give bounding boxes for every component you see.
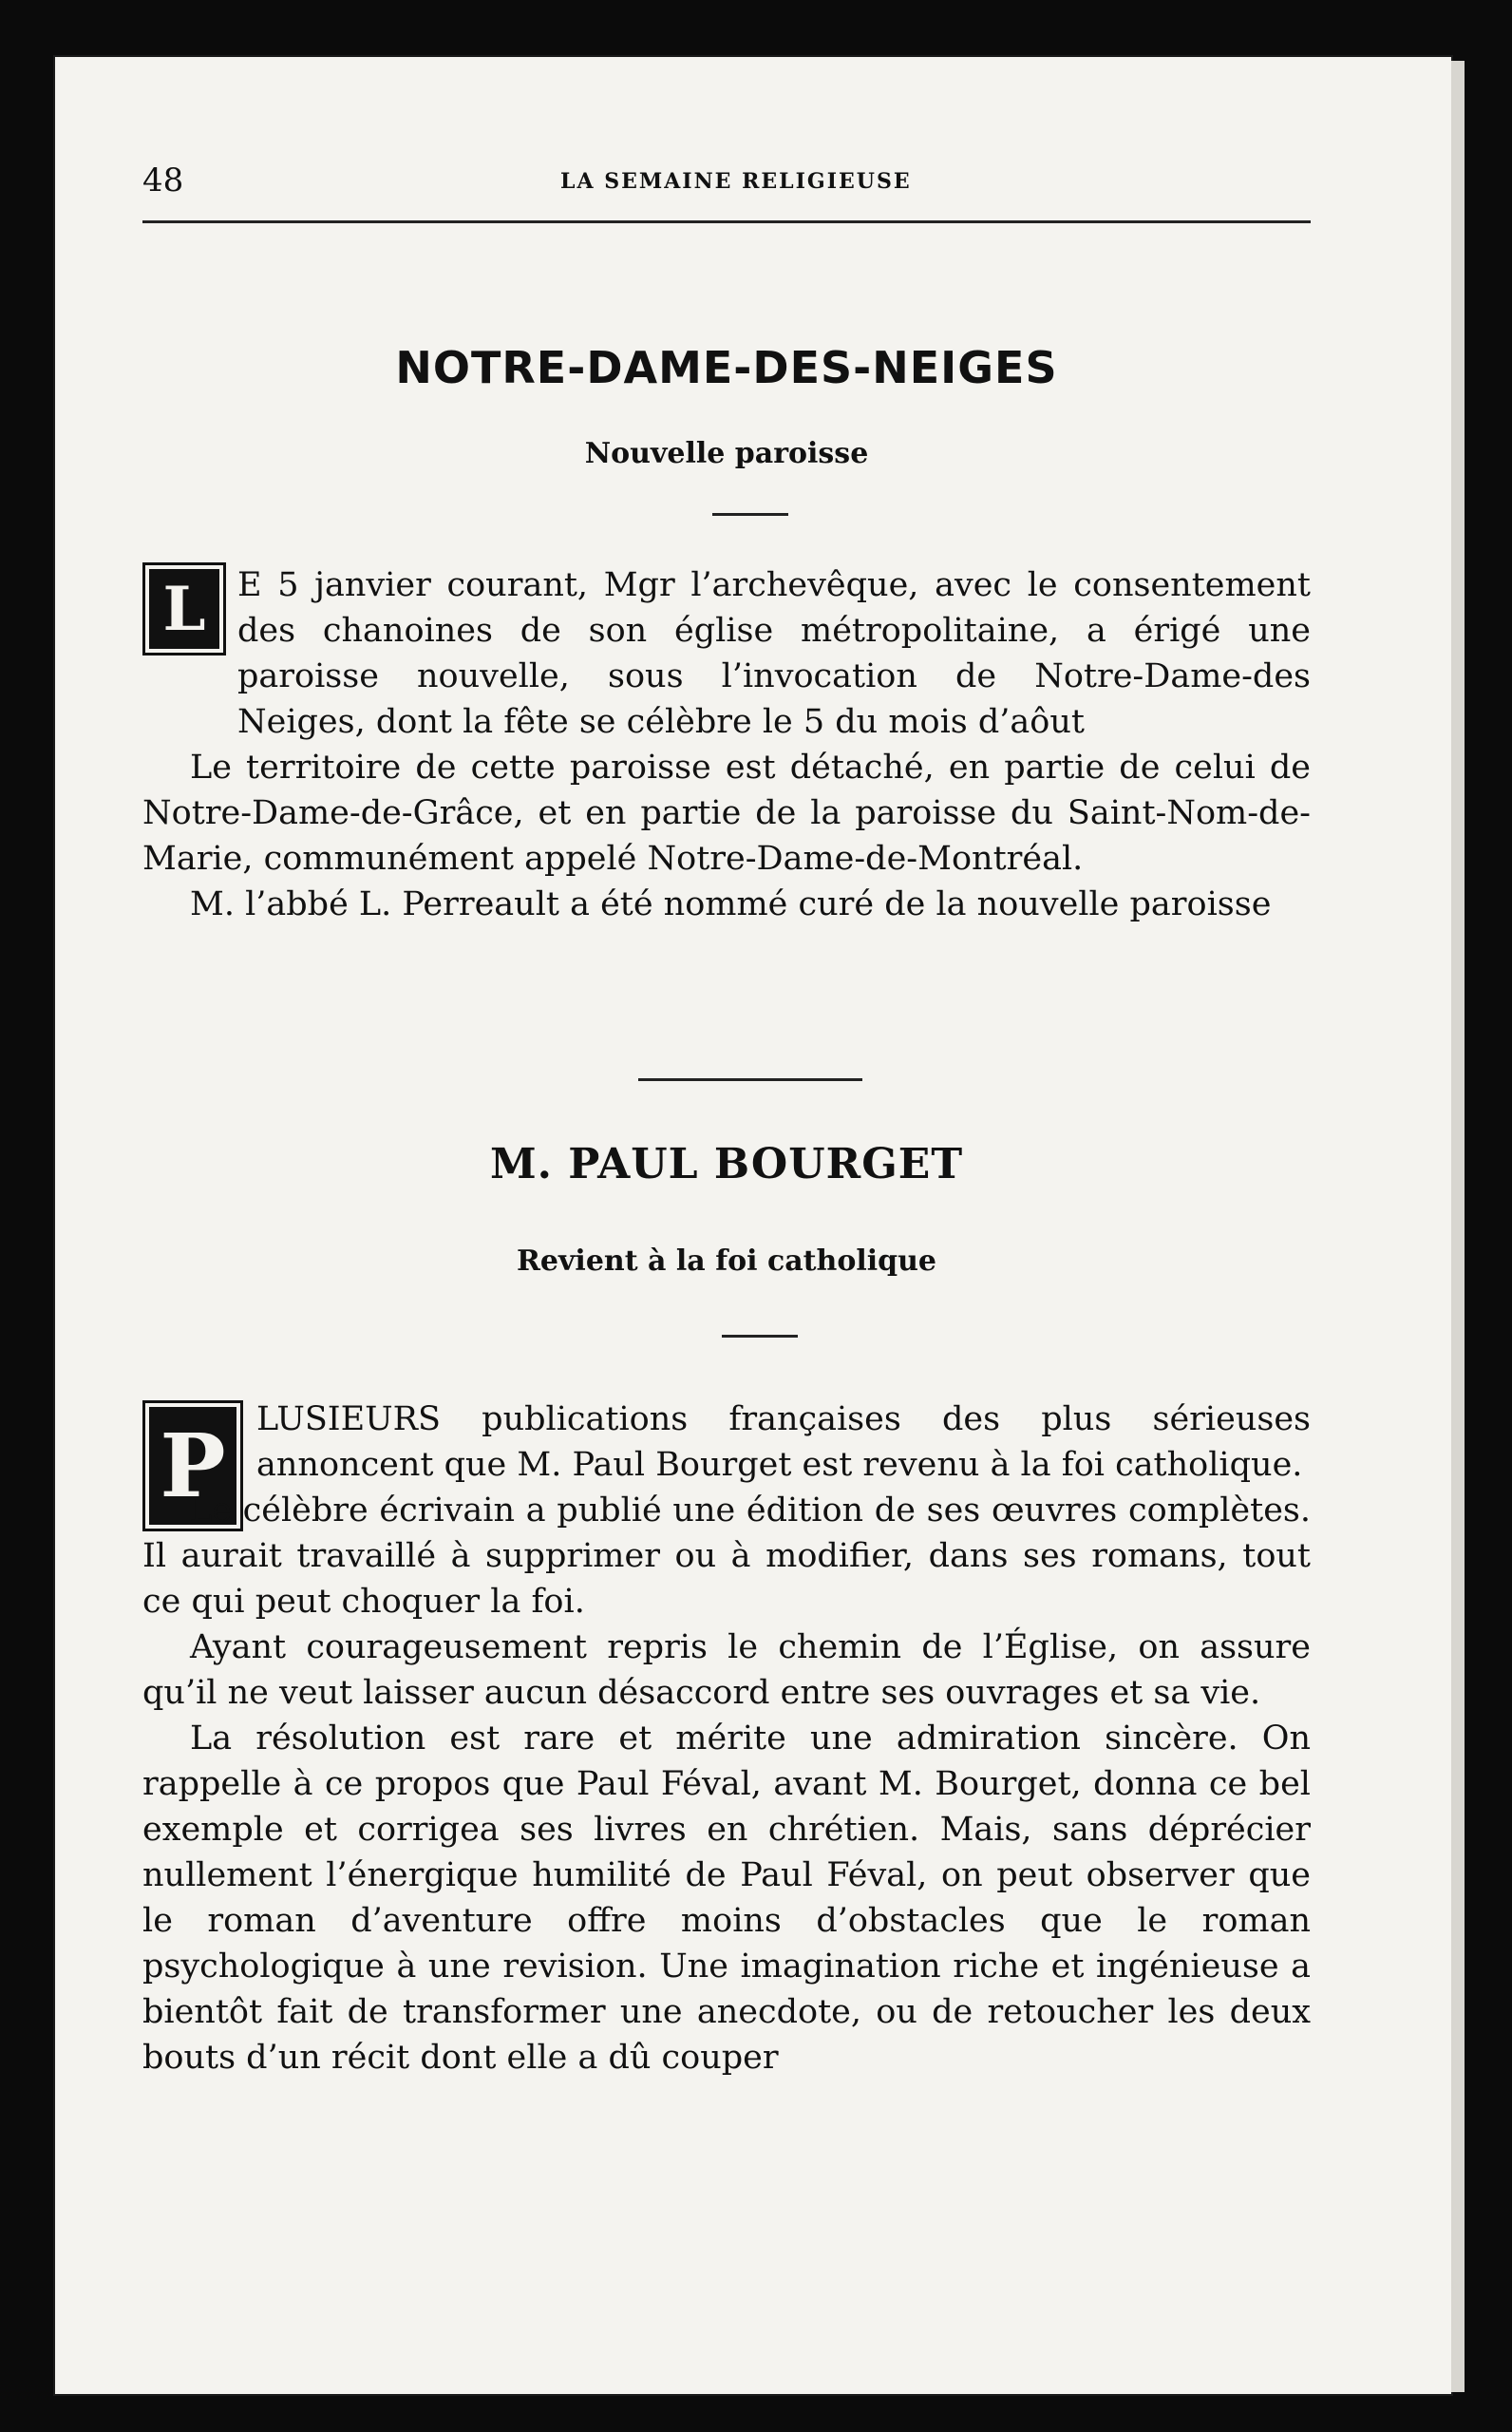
article2-title: M. PAUL BOURGET [489,1140,964,1188]
article2-paragraph-1: LUSIEURS publications françaises des plus sérieuses annoncent que M. Paul Bourget est revenu à la foi catholique. [256,1400,1311,1484]
article1-subtitle: Nouvelle paroisse [584,437,869,470]
dropcap-P: P [142,1400,243,1531]
article2-subtitle: Revient à la foi catholique [516,1244,937,1278]
article1-paragraph-2: Le territoire de cette paroisse est détaché, en partie de celui de Notre-Dame-de-Grâce, et en partie de la paroisse du Saint-Nom-de-Marie, communément appelé Notre-Dame-de-Montréal. [142,749,1311,878]
header-rule [142,220,1311,223]
page-number: 48 [142,162,184,200]
article1-paragraph-3: M. l’abbé L. Perreault a été nommé curé de la nouvelle paroisse [190,885,1272,923]
article2-paragraph-2: Le célèbre écrivain a publié une édition de ses œuvres complètes. Il aurait travaillé à supprimer ou à modifier, dans ses romans, tout ce qui peut choquer la foi. [142,1492,1311,1621]
article1-body [142,562,1311,927]
journal-title: LA SEMAINE RELIGIEUSE [560,169,912,194]
running-header [142,162,1311,209]
article2-paragraph-3: Ayant courageusement repris le chemin de l’Église, on assure qu’il ne veut laisser aucun désaccord entre ses ouvrages et sa vie. [142,1628,1311,1712]
page-edge [1451,61,1465,2392]
article-separator-rule [638,1078,862,1081]
section-rule [712,513,788,516]
section-rule [722,1335,798,1338]
article1-title: NOTRE-DAME-DES-NEIGES [395,342,1058,393]
dropcap-L: L [142,562,226,656]
article2-paragraph-4: La résolution est rare et mérite une admiration sincère. On rappelle à ce propos que Paul Féval, avant M. Bourget, donna ce bel exemple et corrigea ses livres en chrétien. Mais, sans déprécier nullement l’énergique humilité de Paul Féval, on peut observer que le roman d’aventure offre moins d’obstacles que le roman psychologique à une revision. Une imagination riche et ingénieuse a bientôt fait de transformer une anecdote, ou de retoucher les deux bouts d’un récit dont elle a dû couper [142,1720,1311,2077]
article1-paragraph-1: E 5 janvier courant, Mgr l’archevêque, avec le consentement des chanoines de son église métropolitaine, a érigé une paroisse nouvelle, sous l’invocation de Notre-Dame-des Neiges, dont la fête se célèbre le 5 du mois d’aôut [237,566,1311,741]
article2-body [142,1396,1311,2080]
